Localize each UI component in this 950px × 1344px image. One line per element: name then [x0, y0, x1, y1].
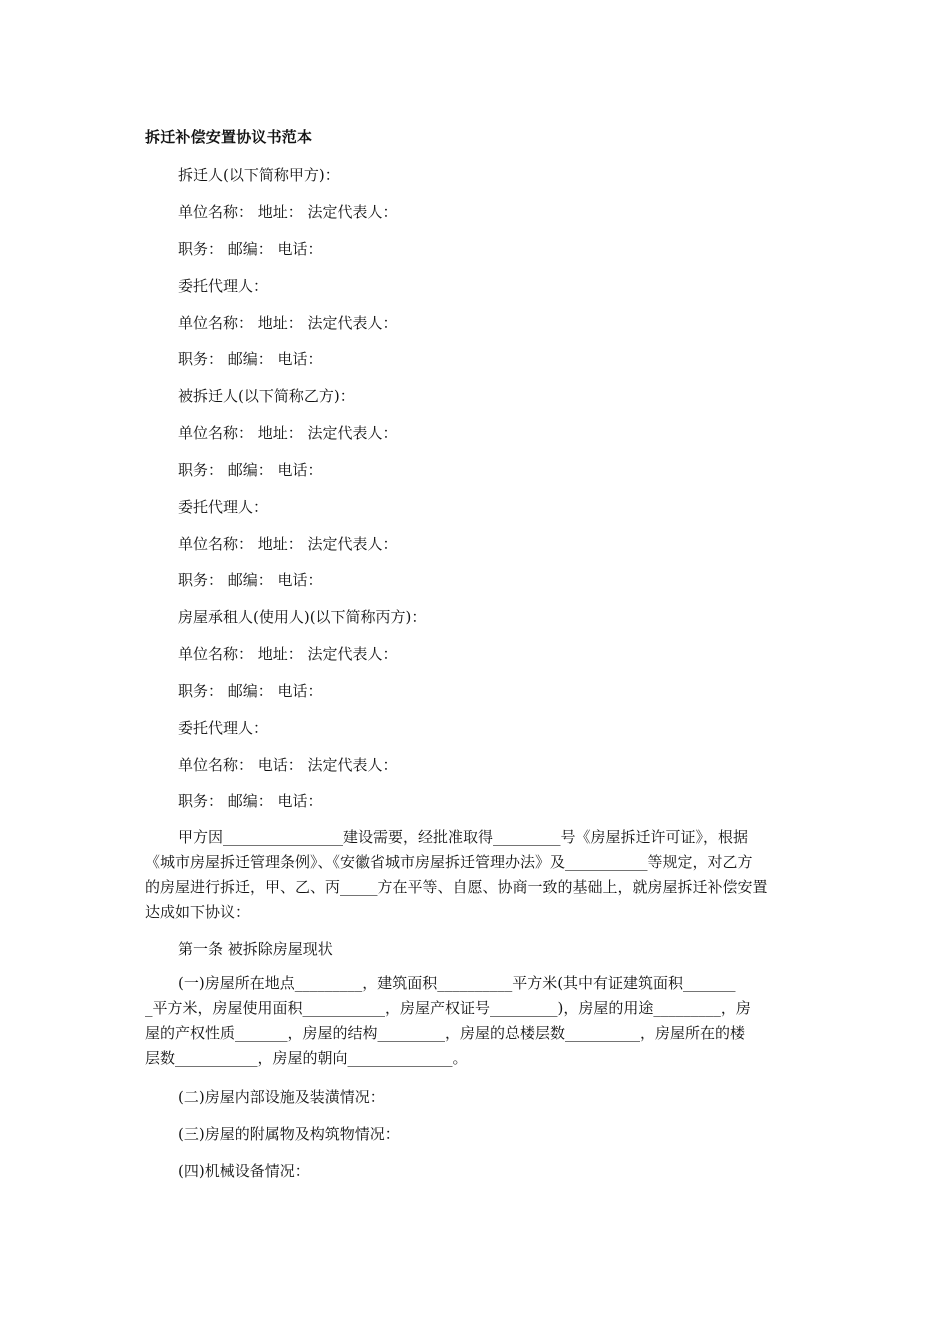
- party-b-heading: 被拆迁人(以下简称乙方)：: [178, 387, 355, 405]
- article-1-heading: 第一条 被拆除房屋现状: [178, 940, 333, 958]
- article-1-item-1: [145, 971, 809, 1071]
- party-a-unit-line: 单位名称： 地址： 法定代表人：: [178, 203, 398, 221]
- party-b-agent-contact-line: 职务： 邮编： 电话：: [178, 571, 323, 589]
- article-1-item-1-line: 层数___________，房屋的朝向______________。: [145, 1049, 468, 1067]
- party-c-heading: 房屋承租人(使用人)(以下简称丙方)：: [178, 608, 427, 626]
- article-1-item-4: (四)机械设备情况：: [178, 1162, 310, 1180]
- party-c-agent-unit-line: 单位名称： 电话： 法定代表人：: [178, 756, 398, 774]
- party-b-agent-unit-line: 单位名称： 地址： 法定代表人：: [178, 535, 398, 553]
- article-1-item-1-line: 屋的产权性质_______，房屋的结构_________，房屋的总楼层数__________，房屋所在的楼: [145, 1024, 746, 1042]
- preamble-paragraph: [145, 825, 809, 925]
- party-b-contact-line: 职务： 邮编： 电话：: [178, 461, 323, 479]
- party-a-heading: 拆迁人(以下简称甲方)：: [178, 166, 340, 184]
- party-c-unit-line: 单位名称： 地址： 法定代表人：: [178, 645, 398, 663]
- preamble-line: 达成如下协议：: [145, 903, 251, 921]
- preamble-line: 的房屋进行拆迁，甲、乙、丙_____方在平等、自愿、协商一致的基础上，就房屋拆迁补偿安置: [145, 878, 768, 896]
- document-title: 拆迁补偿安置协议书范本: [145, 128, 313, 146]
- preamble-line: 《城市房屋拆迁管理条例》、《安徽省城市房屋拆迁管理办法》及___________等规定，对乙方: [145, 853, 753, 871]
- party-a-contact-line: 职务： 邮编： 电话：: [178, 240, 323, 258]
- article-1-item-3: (三)房屋的附属物及构筑物情况：: [178, 1125, 400, 1143]
- party-a-agent-contact-line: 职务： 邮编： 电话：: [178, 350, 323, 368]
- article-1-item-1-line: (一)房屋所在地点_________，建筑面积__________平方米(其中有证建筑面积_______: [178, 974, 736, 992]
- party-c-agent-heading: 委托代理人：: [178, 719, 269, 737]
- party-c-contact-line: 职务： 邮编： 电话：: [178, 682, 323, 700]
- preamble-line: 甲方因________________建设需要，经批准取得_________号《房屋拆迁许可证》，根据: [178, 828, 749, 846]
- party-a-agent-heading: 委托代理人：: [178, 277, 269, 295]
- article-1-item-2: (二)房屋内部设施及装潢情况：: [178, 1088, 385, 1106]
- party-a-agent-unit-line: 单位名称： 地址： 法定代表人：: [178, 314, 398, 332]
- party-b-unit-line: 单位名称： 地址： 法定代表人：: [178, 424, 398, 442]
- article-1-item-1-line: _平方米，房屋使用面积___________，房屋产权证号_________)，房屋的用途_________，房: [145, 999, 751, 1017]
- party-b-agent-heading: 委托代理人：: [178, 498, 269, 516]
- party-c-agent-contact-line: 职务： 邮编： 电话：: [178, 792, 323, 810]
